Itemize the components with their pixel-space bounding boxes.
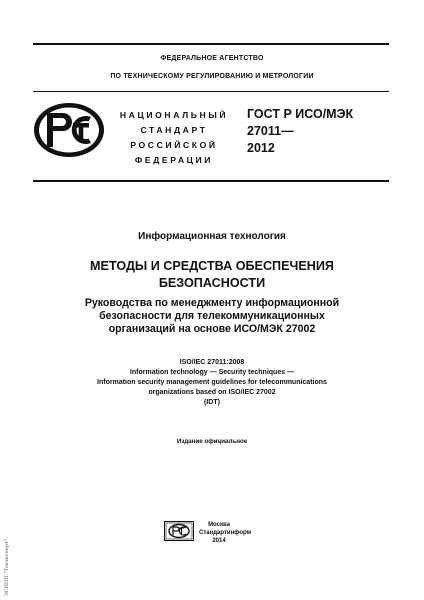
edition-label: Издание официальное [176,438,248,445]
subtitle-line-1: Руководства по менеджменту информационной [84,297,340,309]
standard-type-line-4: ФЕДЕРАЦИИ [134,155,214,165]
subtitle-line-2: безопасности для телекоммуникационных [99,310,325,322]
english-line-3: Information security management guidelines for telecommunications [97,379,327,386]
english-line-1: ISO/IEC 27011:2008 [179,359,245,366]
designation-line-1: ГОСТ Р ИСО/МЭК [247,107,354,121]
agency-line-1: ФЕДЕРАЛЬНОЕ АГЕНТСТВО [160,55,264,62]
publisher-name: Стандартинформ [199,530,252,536]
title-line-2: БЕЗОПАСНОСТИ [158,276,266,290]
standartinform-logo-icon [164,521,194,541]
publisher-city: Москва [208,522,230,528]
english-line-5: (IDT) [204,399,220,406]
english-line-4: organizations based on ISO/IEC 27002 [148,389,276,396]
standard-type-line-3: РОССИЙСКОЙ [130,140,218,150]
title-line-1: МЕТОДЫ И СРЕДСТВА ОБЕСПЕЧЕНИЯ [90,259,334,273]
standard-type-line-1: НАЦИОНАЛЬНЫЙ [119,110,229,120]
standard-type-line-2: СТАНДАРТ [140,125,208,135]
agency-line-2: ПО ТЕХНИЧЕСКОМУ РЕГУЛИРОВАНИЮ И МЕТРОЛОГИИ [110,73,314,80]
top-rule [33,43,389,45]
topic: Информационная технология [138,231,286,242]
rst-emblem-icon [33,102,105,158]
designation-line-3: 2012 [247,141,275,155]
subtitle-line-3: организаций на основе ИСО/МЭК 27002 [108,323,316,335]
agency-rule [33,91,389,92]
english-line-2: Information technology — Security techniques — [129,369,295,376]
header-rule [33,180,389,182]
designation-line-2: 27011— [247,124,294,138]
side-watermark: ЭСНПП "Техэксперт" [4,538,10,596]
publisher-year: 2014 [212,538,226,544]
